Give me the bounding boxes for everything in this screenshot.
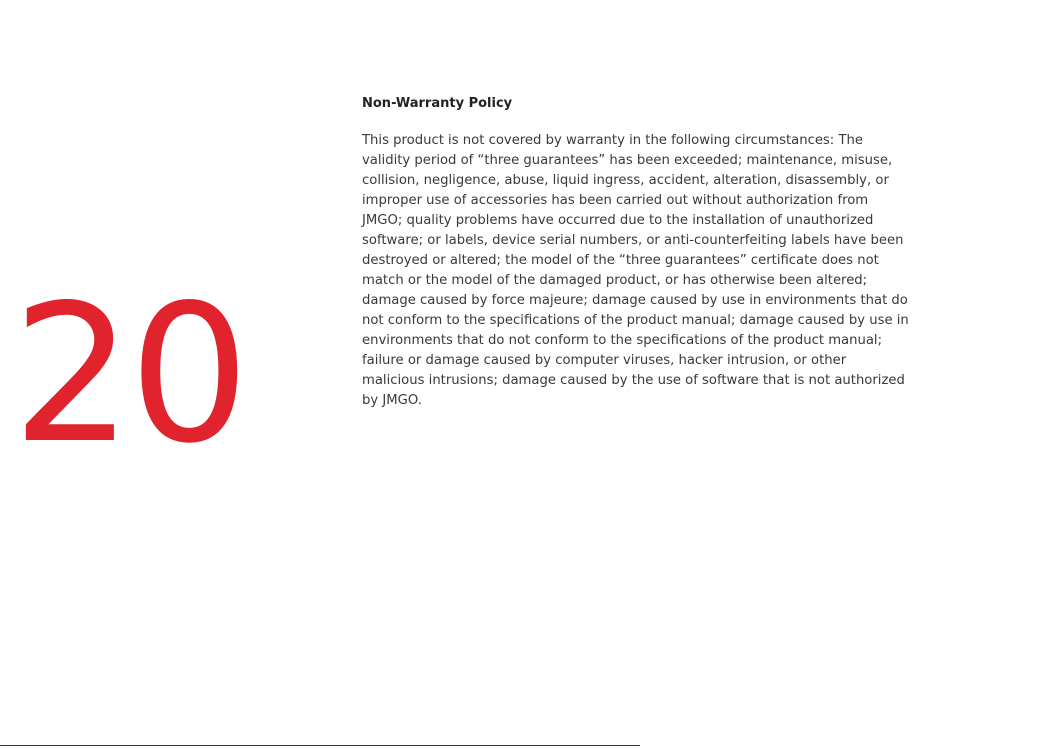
page-number: 20 <box>12 264 246 485</box>
footer-divider <box>0 745 640 746</box>
section-body: This product is not covered by warranty in the following circumstances: The validity period of “three guarantees” has been exceeded; maintenance, misuse, collision, negligence, abuse, liquid ingress, accident, alteration, disassembly, or improper use of accessories has been carried out without authorization from JMGO; quality problems have occurred due to the installation of unauthorized software; or labels, device serial numbers, or anti-counterfeiting labels have been destroyed or altered; the model of the “three guarantees” certificate does not match or the model of the damaged product, or has otherwise been altered; damage caused by force majeure; damage caused by use in environments that do not conform to the specifications of the product manual; damage caused by use in environments that do not conform to the specifications of the product manual; failure or damage caused by computer viruses, hacker intrusion, or other malicious intrusions; damage caused by the use of software that is not authorized by JMGO. <box>362 133 909 408</box>
section-title: Non-Warranty Policy <box>362 96 513 111</box>
policy-section <box>362 96 910 411</box>
